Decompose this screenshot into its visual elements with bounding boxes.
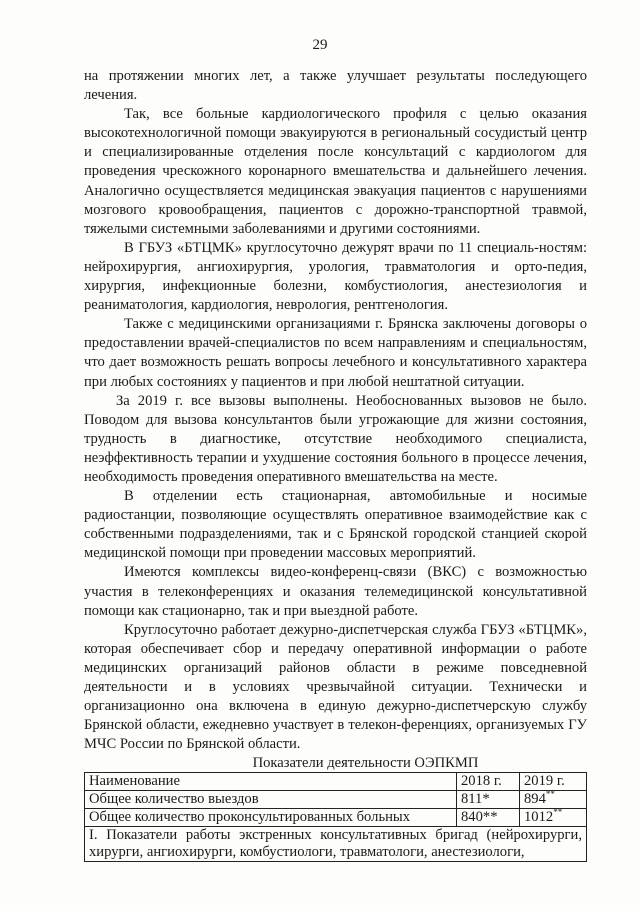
header-cell-name: Наименование (85, 773, 457, 791)
paragraph: Так, все больные кардиологического профиля с целью оказания высокотехнологичной помощи эвакуируются в региональный сосудистый центр и специализированные отделения после консультаций с кардиологом для проведения чрескожного коронарного вмешательства и дальнейшего лечения. Аналогично осуществляется медицинская эвакуация пациентов с нарушениями мозгового кровообращения, пациентов с дорожно-транспортной травмой, тяжелыми системными заболеваниями и другими состояниями. (84, 106, 587, 237)
table-row (85, 809, 587, 827)
row-2019 (520, 809, 587, 827)
paragraph: В отделении есть стационарная, автомобильные и носимые радиостанции, позволяющие осуществлять оперативное взаимодействие как с собственными подразделениями, так и с Брянской городской станцией скорой медицинской помощи при проведении массовых мероприятий. (84, 488, 587, 562)
table-header-row (85, 773, 587, 791)
stats-table (84, 772, 587, 862)
paragraph: Также с медицинскими организациями г. Брянска заключены договоры о предоставлении врачей-специалистов по всем направлениям и специальностям, что дает возможность решать вопросы лечебного и консультативного характера при любых состояниях у пациентов и при любой нештатной ситуации. (84, 316, 587, 390)
table-row (85, 791, 587, 809)
paragraph: на протяжении многих лет, а также улучшает результаты последующего лечения. (84, 68, 587, 104)
header-cell-2018: 2018 г. (457, 773, 520, 791)
row-name: Общее количество проконсультированных больных (85, 809, 457, 827)
row-2019 (520, 791, 587, 809)
row-2018: 811* (457, 791, 520, 809)
row-2019-value: 894 (524, 791, 546, 808)
paragraph: Имеются комплексы видео-конференц-связи (ВКС) с возможностью участия в телеконференциях и оказания телемедицинской консультативной помощи как стационарно, так и при выездной работе. (84, 564, 587, 619)
page-number: 29 (312, 37, 328, 53)
row-2019-value: 1012 (524, 809, 554, 826)
paragraph: В ГБУЗ «БТЦМК» круглосуточно дежурят врачи по 11 специаль-ностям: нейрохирургия, ангиохирургия, урология, травматология и орто-педия, хирургия, инфекционные болезни, комбустиология, анестезиология и реаниматология, кардиология, неврология, рентгенология. (84, 239, 587, 314)
paragraph: За 2019 г. все вызовы выполнены. Необоснованных вызовов не было. Поводом для вызова консультантов были угрожающие для жизни состояния, трудность в диагностике, отсутствие необходимого специалиста, неэффективность терапии и ухудшение состояния больного в процессе лечения, необходимость проведения оперативного вмешательства на месте. (84, 392, 587, 485)
row-2018: 840** (457, 809, 520, 827)
footnote-mark: ** (553, 807, 563, 818)
header-cell-2019: 2019 г. (520, 773, 587, 791)
table-caption: Показатели деятельности ОЭПКМП (252, 755, 479, 772)
document-body (84, 67, 587, 862)
footnote-mark: ** (545, 789, 555, 800)
row-name: Общее количество выездов (85, 791, 457, 809)
table-section-row (85, 827, 587, 862)
paragraph: Круглосуточно работает дежурно-диспетчерская служба ГБУЗ «БТЦМК», которая обеспечивает сбор и передачу оперативной информации о работе медицинских организаций районов области в режиме повседневной деятельности и в условиях чрезвычайной ситуации. Технически и организационно она включена в единую дежурно-диспетчерскую службу Брянской области, ежедневно участвует в телекон-ференциях, организуемых ГУ МЧС России по Брянской области. (84, 621, 587, 753)
section-heading: I. Показатели работы экстренных консультативных бригад (нейрохирурги, хирурги, ангиохирурги, комбустиологи, травматологи, анестезиологи, (85, 827, 587, 862)
